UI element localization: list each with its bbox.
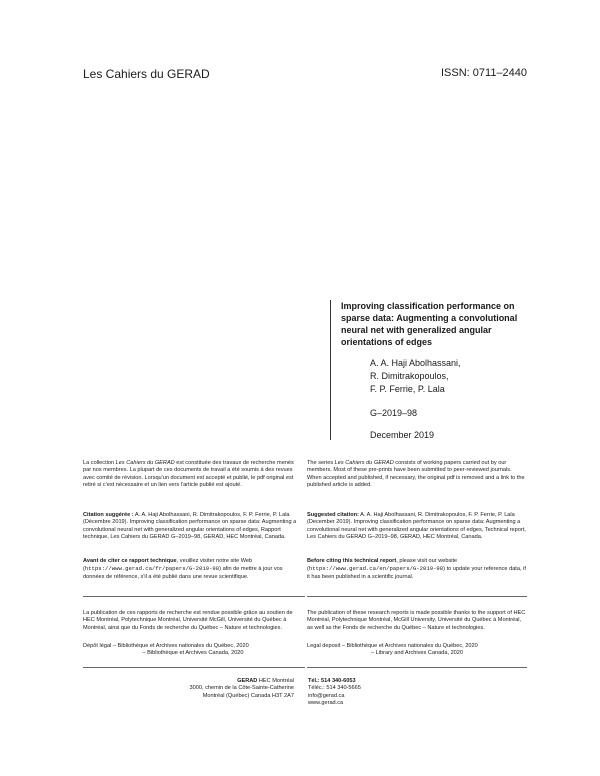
funding-fr: La publication de ces rapports de recherche est rendue possible grâce au soutien de HEC Montréal, Polytechnique Montréal, Université McGill, Université du Québec à Montréal, ainsi que du Fonds de recherche du Québec – Nature et technologies. (83, 610, 293, 631)
divider (83, 667, 305, 668)
phone: Tél.: 514 340-6053 (308, 678, 356, 684)
fax: Téléc.: 514 340-5665 (308, 685, 361, 692)
legal-deposit-fr: Dépôt légal – Bibliothèque et Archives nationales du Québec, 2020 – Bibliothèque et Archives Canada, 2020 (83, 643, 249, 657)
citation-fr: Citation suggérée : A. A. Haji Abolhassani, R. Dimitrakopoulos, F. P. Ferrie, P. Lala (Décembre 2019). Improving classification performance on sparse data: Augmenting a convolutional neural net with generalized angular orientations of edges, Rapport technique, Les Cahiers du GERAD G–2019–98, GERAD, HEC Montréal, Canada. (83, 512, 297, 541)
funding-en: The publication of these research reports is made possible thanks to the support of HEC Montréal, Polytechnique Montréal, McGill University, Université du Québec à Montréal, as well as the Fonds de recherche du Québec – Nature et technologies. (307, 610, 526, 631)
author-line: A. A. Haji Abolhassani, (370, 358, 461, 368)
divider (83, 596, 305, 597)
series-title: Les Cahiers du GERAD (83, 67, 210, 81)
citation-en: Suggested citation: A. A. Haji Abolhassani, R. Dimitrakopoulos, F. P. Ferrie, P. Lala (December 2019). Improving classification performance on sparse data: Augmenting a convolutional neural net with generalized angular orientations of edges, Technical report, Les Cahiers du GERAD G–2019–98, GERAD, HEC Montréal, Canada. (307, 512, 526, 541)
issn: ISSN: 0711–2440 (441, 67, 528, 79)
cite-notice-fr: Avant de citer ce rapport technique, veuillez visiter notre site Web (https://www.gerad.ca/fr/papers/G-2019-98) afin de mettre à jour vos données de référence, s'il a été publié dans une revue scientifique. (83, 558, 283, 580)
author-line: R. Dimitrakopoulos, (370, 371, 449, 381)
postal-address: GERAD HEC Montréal 3000, chemin de la Côte-Sainte-Catherine Montréal (Québec) Canada H3T 2A7 (189, 678, 294, 699)
cite-notice-en: Before citing this technical report, please visit our website (https://www.gerad.ca/en/papers/G-2019-98) to update your reference data, if it has been published in a scientific journal. (307, 558, 526, 580)
report-date: December 2019 (370, 430, 435, 440)
paper-title: Improving classification performance on sparse data: Augmenting a convolutional neural net with generalized angular orientations of edges (341, 301, 518, 347)
paper-link-fr[interactable]: https://www.gerad.ca/fr/papers/G-2019-98 (84, 565, 220, 573)
legal-deposit-en: Legal deposit – Bibliothèque et Archives nationales du Québec, 2020 – Library and Archives Canada, 2020 (307, 643, 478, 657)
divider (307, 596, 527, 597)
website-link[interactable]: www.gerad.ca (308, 700, 344, 707)
report-number: G–2019–98 (370, 408, 418, 418)
series-description-en: The series Les Cahiers du GERAD consists of working papers carried out by our members. Most of these pre-prints have been submitted to peer-reviewed journals. When accepted and published, if necessary, the original pdf is removed and a link to the published article is added. (307, 460, 525, 489)
paper-link-en[interactable]: https://www.gerad.ca/en/papers/G-2019-98 (308, 565, 444, 573)
author-line: F. P. Ferrie, P. Lala (370, 384, 445, 394)
email-link[interactable]: info@gerad.ca (308, 692, 345, 699)
divider (307, 667, 527, 668)
contact-info (308, 678, 361, 708)
authors (370, 357, 461, 396)
series-description-fr: La collection Les Cahiers du GERAD est constituée des travaux de recherche menés par nos membres. La plupart de ces documents de travail a été soumis à des revues avec comité de révision. Lorsqu'un document est accepté et publié, le pdf original est retiré si c'est nécessaire et un lien vers l'article publié est ajouté. (83, 460, 294, 489)
title-rule (330, 300, 331, 440)
